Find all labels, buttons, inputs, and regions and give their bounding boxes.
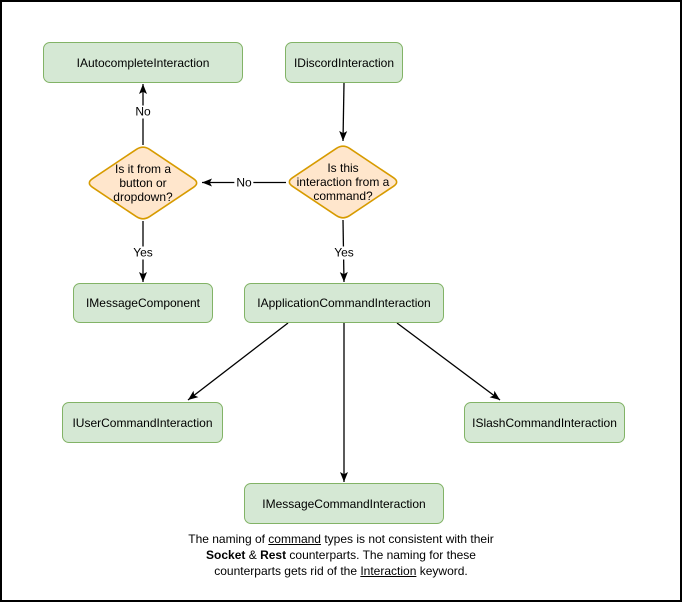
node-label: IApplicationCommandInteraction bbox=[257, 296, 431, 310]
decision-line: interaction from a bbox=[296, 175, 390, 189]
node-label: IMessageComponent bbox=[85, 296, 201, 310]
decision-line: button or bbox=[119, 176, 167, 190]
decision-line: Is this bbox=[327, 161, 359, 175]
node-iapplicationcommandinteraction bbox=[244, 283, 444, 323]
edge-application-to-user-command bbox=[188, 323, 288, 400]
edge-label-no-to-autocomplete: No bbox=[135, 104, 151, 119]
edge-label-yes-to-application-command: Yes bbox=[334, 245, 354, 260]
edge-application-to-slash-command bbox=[397, 323, 500, 400]
note-text: counterparts gets rid of the bbox=[214, 564, 361, 578]
node-label: IAutocompleteInteraction bbox=[76, 55, 210, 70]
note-line-3 bbox=[2, 563, 680, 579]
node-idiscordinteraction bbox=[285, 42, 403, 83]
note-line-1 bbox=[2, 531, 680, 547]
node-iusercommandinteraction bbox=[62, 402, 223, 443]
footer-note bbox=[2, 531, 680, 579]
decision-line: Is it from a bbox=[114, 162, 171, 176]
note-text: & bbox=[245, 548, 261, 562]
note-text-bold: Socket bbox=[206, 548, 246, 562]
note-text: The naming of bbox=[188, 532, 269, 546]
node-islashcommandinteraction bbox=[464, 402, 625, 443]
note-line-2 bbox=[2, 547, 680, 563]
node-label: IDiscordInteraction bbox=[293, 55, 395, 70]
decision-line: command? bbox=[313, 189, 373, 203]
note-text: keyword. bbox=[416, 564, 468, 578]
node-imessagecomponent bbox=[73, 283, 213, 323]
node-label: ISlashCommandInteraction bbox=[472, 415, 617, 430]
node-label: IMessageCommandInteraction bbox=[262, 496, 426, 511]
decision-diamond-button-or-dropdown bbox=[89, 147, 196, 219]
edge-label-no-to-button-dropdown: No bbox=[236, 175, 252, 190]
note-text: types is not consistent with their bbox=[320, 532, 494, 546]
note-text-underline: Interaction bbox=[360, 564, 417, 578]
note-text-underline: command bbox=[268, 532, 321, 546]
decision-line: dropdown? bbox=[113, 190, 173, 204]
node-imessagecommandinteraction bbox=[244, 483, 444, 524]
decision-diamond-from-command bbox=[289, 146, 396, 218]
note-text-bold: Rest bbox=[260, 548, 287, 562]
note-text: counterparts. The naming for these bbox=[286, 548, 476, 562]
edge-label-yes-to-message-component: Yes bbox=[133, 245, 153, 260]
edge-discord-to-from-command bbox=[343, 83, 344, 141]
node-label: IUserCommandInteraction bbox=[72, 415, 213, 430]
node-iautocompleteinteraction bbox=[43, 42, 243, 83]
